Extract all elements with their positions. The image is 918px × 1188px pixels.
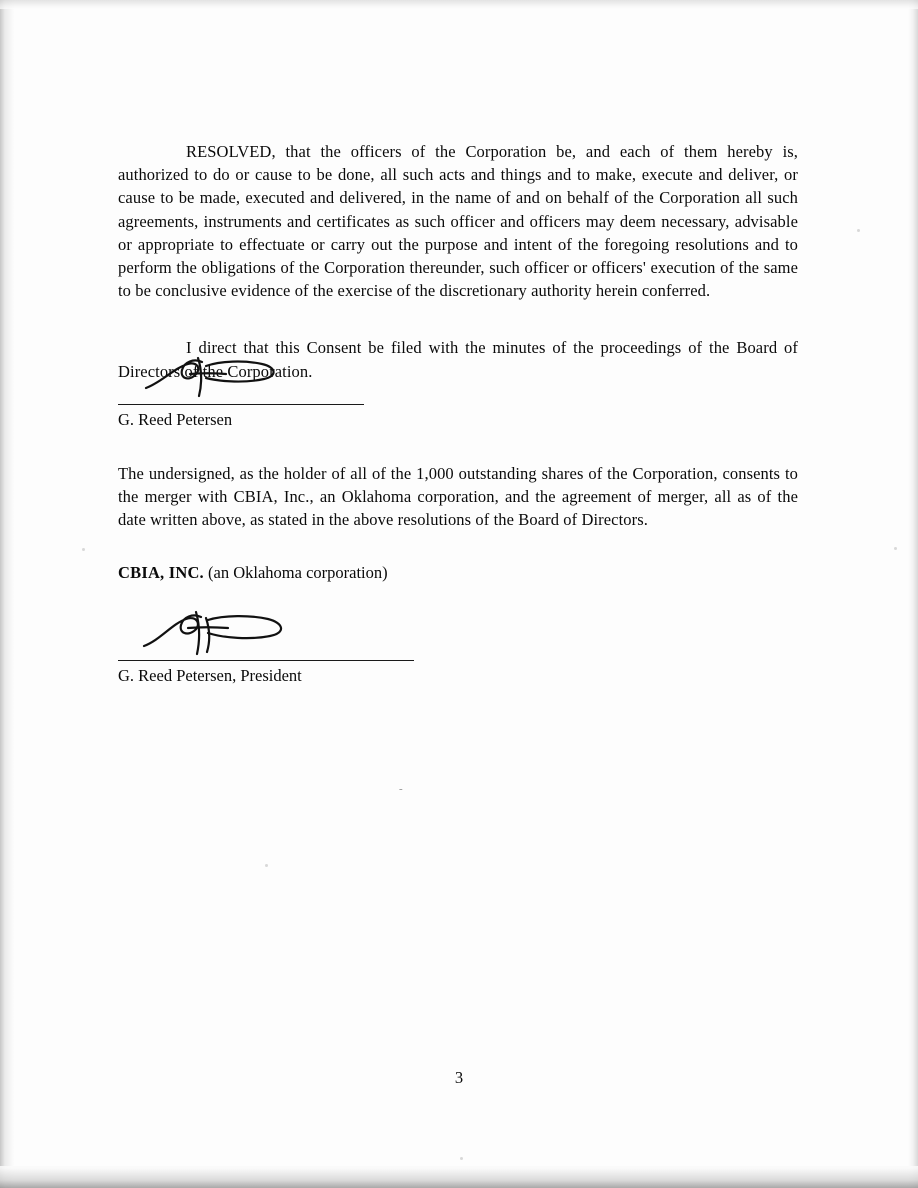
paragraph-resolution: RESOLVED, that the officers of the Corporation be, and each of them hereby is, authorized to do or cause to be done, all such acts and things and to make, execute and deliver, or cause to be made, executed and delivered, in the name of and on behalf of the Corporation all such agreements, instruments and certificates as such officer and officers may deem necessary, advisable or appropriate to effectuate or carry out the purpose and intent of the foregoing resolutions and to perform the obligations of the Corporation thereunder, such officer or officers' execution of the same to be conclusive evidence of the exercise of the discretionary authority herein conferred. [118,142,798,301]
signature-name-director: G. Reed Petersen [118,410,233,429]
paragraph-spacer [118,302,798,336]
signature-block-director [118,352,538,431]
page-number: 3 [454,1068,464,1087]
stray-scan-mark: ‐ [399,783,403,795]
handwritten-signature-icon [136,352,316,402]
scan-edge-bottom [0,1166,918,1188]
document-body [118,140,798,383]
party-name-line [118,563,388,583]
signature-name-president: G. Reed Petersen, President [118,666,302,685]
signature-line [118,404,364,405]
scan-edge-left [0,0,14,1188]
shareholder-consent-block [118,462,798,532]
scan-speck [857,229,860,232]
party-name: CBIA, INC. [118,563,204,582]
paragraph-direction: I direct that this Consent be filed with the minutes of the proceedings of the Board of Directors of the Corporation. [118,338,798,381]
signature-mark [118,352,538,404]
scan-edge-right [908,0,918,1188]
scan-edge-top [0,0,918,9]
scan-speck [82,548,85,551]
scan-speck [265,864,268,867]
signature-mark [118,608,538,660]
paragraph-shareholder-consent: The undersigned, as the holder of all of the 1,000 outstanding shares of the Corporation, consents to the merger with CBIA, Inc., an Oklahoma corporation, and the agreement of merger, all as of the date written above, as stated in the above resolutions of the Board of Directors. [118,464,798,530]
handwritten-signature-icon [136,608,326,658]
scan-speck [894,547,897,550]
signature-line [118,660,414,661]
scan-speck [460,1157,463,1160]
party-descriptor: (an Oklahoma corporation) [203,563,388,582]
signature-block-president [118,608,538,687]
